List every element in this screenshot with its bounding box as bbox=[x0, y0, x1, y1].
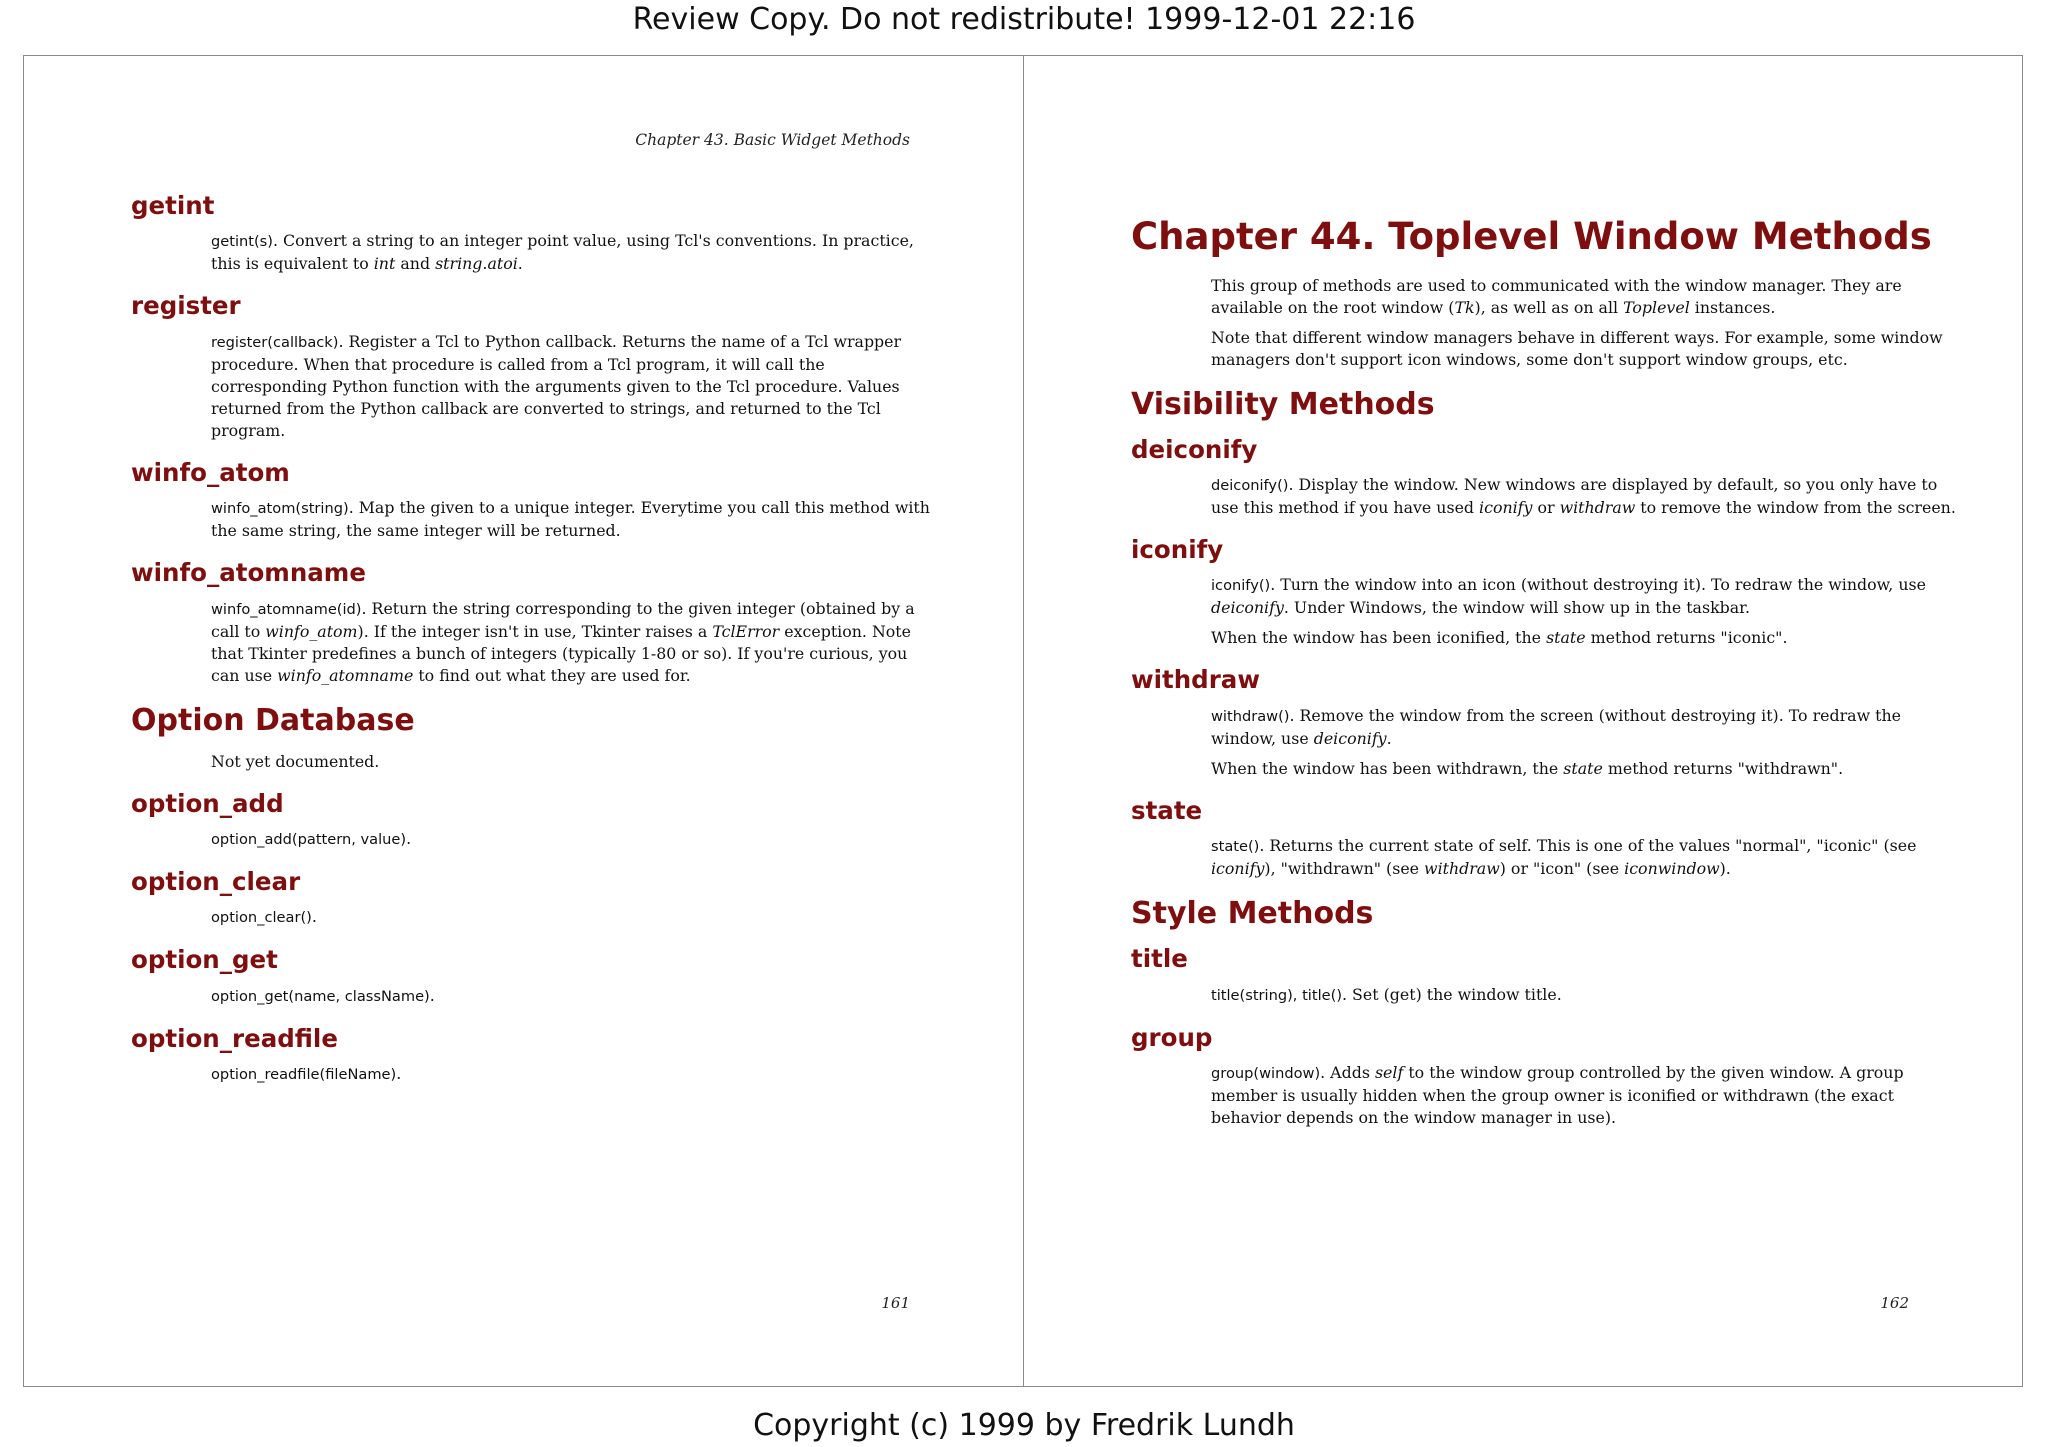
method-withdraw bbox=[1131, 665, 1961, 779]
method-signature: option_clear() bbox=[211, 909, 312, 927]
intro-paragraph: This group of methods are used to communicated with the window manager. They are available on the root window (Tk), as well as on all Toplevel instances. bbox=[1211, 275, 1902, 317]
method-option-get bbox=[131, 945, 931, 1007]
method-getint bbox=[131, 191, 931, 275]
section-heading: Option Database bbox=[131, 702, 415, 738]
method-description: state(). Returns the current state of self. This is one of the values "normal", "iconic" (see iconify), "withdrawn" (see withdraw) or "icon" (see iconwindow). bbox=[1211, 836, 1917, 879]
method-description: deiconify(). Display the window. New windows are displayed by default, so you only have to use this method if you have used iconify or withdraw to remove the window from the screen. bbox=[1211, 474, 1956, 517]
method-description: title(string), title(). Set (get) the window title. bbox=[1211, 984, 1562, 1004]
running-head: Chapter 43. Basic Widget Methods bbox=[635, 131, 910, 149]
method-signature: option_readfile(fileName) bbox=[211, 1066, 397, 1084]
review-copy-banner: Review Copy. Do not redistribute! 1999-12-01 22:16 bbox=[632, 2, 1416, 37]
chapter-intro bbox=[1131, 216, 1961, 371]
method-heading: option_clear bbox=[131, 866, 301, 896]
method-heading: title bbox=[1131, 944, 1188, 974]
book-spread bbox=[23, 55, 2023, 1387]
method-winfo-atomname bbox=[131, 558, 931, 686]
method-heading: iconify bbox=[1131, 534, 1224, 564]
chapter-description bbox=[1211, 275, 1961, 371]
right-page bbox=[1024, 56, 2022, 1386]
method-signature: register(callback) bbox=[211, 333, 339, 351]
method-heading: option_add bbox=[131, 788, 284, 818]
method-heading: option_get bbox=[131, 945, 278, 975]
method-signature: option_get(name, className) bbox=[211, 987, 430, 1005]
intro-paragraph: Note that different window managers behave in different ways. For example, some window managers don't support icon windows, some don't support window groups, etc. bbox=[1211, 327, 1943, 369]
method-description: group(window). Adds self to the window group controlled by the given window. A group member is usually hidden when the group owner is iconified or withdrawn (the exact behavior depends on the window manager in use). bbox=[1211, 1062, 1904, 1127]
method-signature: winfo_atom(string) bbox=[211, 500, 349, 518]
method-heading: getint bbox=[131, 191, 215, 220]
method-heading: withdraw bbox=[1131, 665, 1260, 695]
method-description: withdraw(). Remove the window from the screen (without destroying it). To redraw the window, use deiconify. When the window has been withdrawn, the state method returns "withdrawn". bbox=[1211, 705, 1901, 778]
method-signature: getint(s) bbox=[211, 233, 273, 251]
chapter-title: Chapter 44. Toplevel Window Methods bbox=[1131, 215, 1932, 258]
method-signature: withdraw() bbox=[1211, 707, 1290, 725]
method-option-readfile bbox=[131, 1024, 931, 1086]
method-description: option_get(name, className). bbox=[211, 985, 435, 1005]
section-heading-style: Style Methods bbox=[1131, 896, 1374, 932]
method-description: option_add(pattern, value). bbox=[211, 828, 412, 848]
section-option-database bbox=[131, 703, 931, 773]
method-group bbox=[1131, 1023, 1961, 1129]
method-winfo-atom bbox=[131, 458, 931, 542]
method-heading: register bbox=[131, 291, 241, 321]
method-description: getint(s). Convert a string to an integer point value, using Tcl's conventions. In practice, this is equivalent to int and string.atoi. bbox=[211, 231, 914, 274]
method-signature: group(window) bbox=[1211, 1064, 1321, 1082]
method-register bbox=[131, 291, 931, 441]
method-signature: iconify() bbox=[1211, 577, 1271, 595]
method-title bbox=[1131, 944, 1961, 1006]
method-iconify bbox=[1131, 535, 1961, 649]
method-description: register(callback). Register a Tcl to Python callback. Returns the name of a Tcl wrapper procedure. When that procedure is called from a Tcl program, it will call the corresponding Python function with the arguments given to the Tcl procedure. Values returned from the Python callback are converted to strings, and returned to the Tcl program. bbox=[211, 331, 902, 440]
method-option-add bbox=[131, 789, 931, 851]
method-description: winfo_atomname(id). Return the string corresponding to the given integer (obtained by a call to winfo_atom). If the integer isn't in use, Tkinter raises a TclError exception. Note that Tkinter predefines a bunch of integers (typically 1-80 or so). If you're curious, you can use winfo_atomname to find out what they are used for. bbox=[211, 598, 915, 685]
method-signature: option_add(pattern, value) bbox=[211, 830, 407, 848]
method-option-clear bbox=[131, 867, 931, 929]
method-signature: state() bbox=[1211, 838, 1260, 856]
method-signature: deiconify() bbox=[1211, 476, 1289, 494]
method-signature: title(string), title() bbox=[1211, 986, 1343, 1004]
method-description: option_readfile(fileName). bbox=[211, 1064, 402, 1084]
copyright-banner: Copyright (c) 1999 by Fredrik Lundh bbox=[753, 1408, 1295, 1443]
method-description: iconify(). Turn the window into an icon (without destroying it). To redraw the window, use deiconify. Under Windows, the window will show up in the taskbar. When the window has been iconified, the state method returns "iconic". bbox=[1211, 575, 1926, 648]
section-heading-visibility: Visibility Methods bbox=[1131, 386, 1435, 422]
section-description: Not yet documented. bbox=[211, 751, 380, 771]
method-heading: group bbox=[1131, 1022, 1213, 1052]
method-heading: winfo_atom bbox=[131, 457, 290, 487]
right-page-content bbox=[1131, 216, 1961, 1145]
method-description: winfo_atom(string). Map the given to a unique integer. Everytime you call this method with the same string, the same integer will be returned. bbox=[211, 498, 930, 541]
method-heading: state bbox=[1131, 795, 1203, 825]
page-number: 161 bbox=[881, 1294, 910, 1312]
method-signature: winfo_atomname(id) bbox=[211, 600, 362, 618]
method-description: option_clear(). bbox=[211, 907, 317, 927]
method-deiconify bbox=[1131, 435, 1961, 519]
page-number: 162 bbox=[1880, 1294, 1909, 1312]
method-state bbox=[1131, 796, 1961, 880]
left-page bbox=[24, 56, 1024, 1386]
method-heading: deiconify bbox=[1131, 434, 1258, 464]
method-heading: winfo_atomname bbox=[131, 558, 366, 588]
method-heading: option_readfile bbox=[131, 1023, 338, 1053]
left-page-content bbox=[131, 191, 931, 1102]
